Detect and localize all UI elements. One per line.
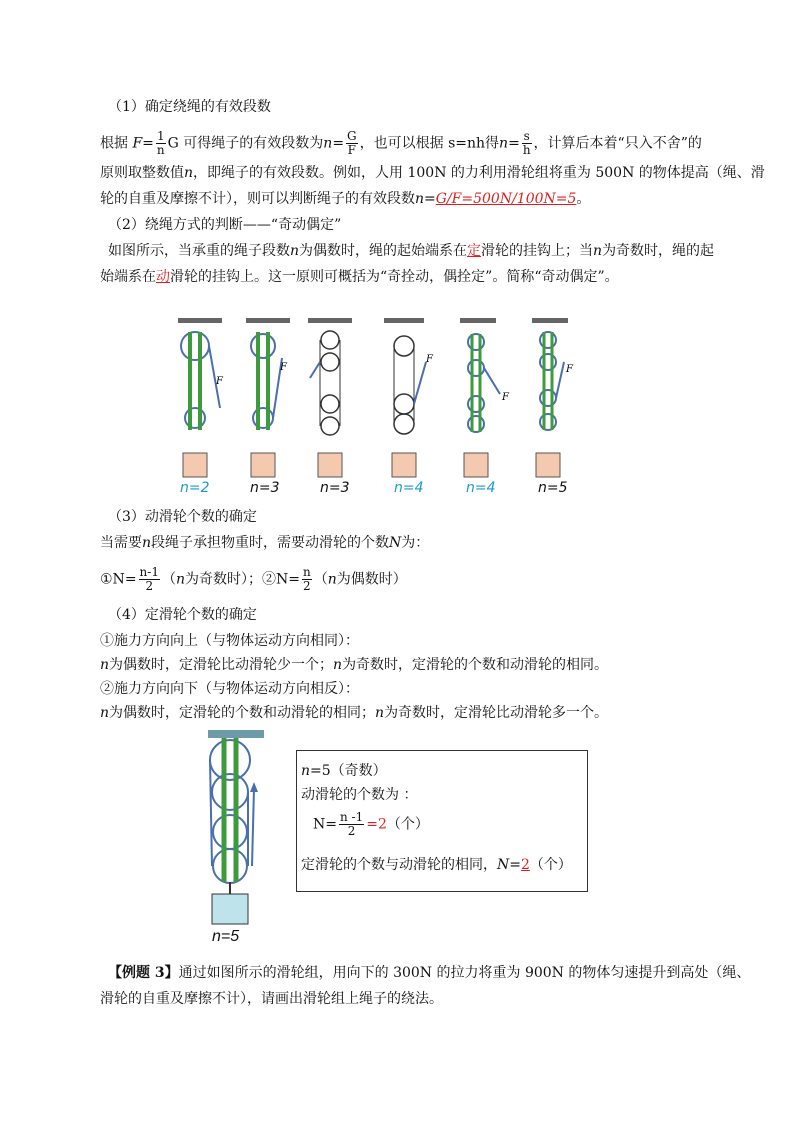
pulley-diagram-4 xyxy=(384,318,434,477)
text: 定滑轮的个数与动滑轮的相同， xyxy=(301,857,497,873)
section3-heading: （3）动滑轮个数的确定 xyxy=(108,509,257,525)
text: 为奇数时，定滑轮比动滑轮多一个。 xyxy=(384,705,609,721)
pulley-diagram-6 xyxy=(532,318,574,477)
text: n xyxy=(333,657,343,673)
text: n xyxy=(415,191,425,207)
pulley-labels xyxy=(170,480,610,500)
text: n xyxy=(100,705,110,721)
text: 轮的自重及摩擦不计），则可以判断绳子的有效段数 xyxy=(100,191,415,207)
text: ，即绳子的有效段数。例如，人用 100N 的力利用滑轮组将重为 500N 的物体提高（绳、滑 xyxy=(193,165,765,181)
text: 滑轮的挂钩上。这一原则可概括为“奇拴动，偶拴定”。简称“奇动偶定”。 xyxy=(170,269,619,285)
example3-line1 xyxy=(108,962,751,984)
text: ①N xyxy=(100,571,125,588)
text: 段绳子承担物重时，需要动滑轮的个数 xyxy=(151,535,390,551)
section1-heading: （1）确定绕绳的有效段数 xyxy=(108,99,271,115)
text: n xyxy=(375,705,385,721)
frac-num: G xyxy=(347,129,357,143)
frac-num: n xyxy=(302,565,311,579)
text: = xyxy=(332,135,345,152)
answer-red: 2 xyxy=(520,857,530,873)
force-label: F xyxy=(566,364,573,375)
text: 为奇数时）； xyxy=(185,571,262,588)
text: （ xyxy=(161,571,176,588)
explanation-box xyxy=(296,750,588,892)
text: N xyxy=(313,816,326,833)
box-line2: 动滑轮的个数为 ： xyxy=(301,787,418,803)
pulley-figure-row xyxy=(170,318,610,498)
section1-para-line2 xyxy=(100,162,765,184)
label-n5: n=4 xyxy=(466,480,496,496)
pulley-diagram-large xyxy=(200,730,290,950)
text: G xyxy=(167,135,179,152)
text: n xyxy=(323,135,333,152)
pulley-diagram-5 xyxy=(460,318,510,477)
text: 为偶数时，定滑轮比动滑轮少一个； xyxy=(109,657,334,673)
text: ，也可以根据 s=nh得 xyxy=(359,135,500,152)
pulley-diagram-2 xyxy=(246,318,290,477)
figure2-label: n=5 xyxy=(212,928,240,945)
keyword-red: 定 xyxy=(467,243,482,259)
label-n3: n=3 xyxy=(320,480,350,496)
text: F xyxy=(132,135,143,152)
section1-para-line3 xyxy=(100,188,740,210)
text: 通过如图所示的滑轮组，用向下的 300N 的拉力将重为 900N 的物体匀速提升到高处（绳、 xyxy=(178,965,751,981)
section1-para-line1 xyxy=(100,130,740,157)
label-n6: n=5 xyxy=(538,480,568,496)
text: n xyxy=(100,657,110,673)
text: n xyxy=(499,135,509,152)
frac-num: n -1 xyxy=(339,810,364,824)
fraction xyxy=(302,566,312,593)
section2-heading: （2）绕绳方式的判断——“奇动偶定” xyxy=(108,217,342,233)
text: n xyxy=(327,571,337,588)
section4-line4 xyxy=(100,702,740,724)
text: （ xyxy=(313,571,328,588)
text: 为偶数时） xyxy=(336,571,407,588)
label-n4: n=4 xyxy=(394,480,424,496)
text: = xyxy=(124,571,137,588)
text: n xyxy=(142,535,152,551)
box-line1 xyxy=(301,761,387,781)
frac-den: n xyxy=(156,143,165,157)
fraction xyxy=(156,130,166,157)
text: ②N xyxy=(262,571,289,588)
text: = xyxy=(325,816,337,833)
frac-den: F xyxy=(347,143,356,157)
text: （个） xyxy=(529,857,572,873)
section4-line2 xyxy=(100,654,740,676)
text: n xyxy=(301,763,311,779)
text: = xyxy=(508,135,520,152)
force-label: F xyxy=(426,354,433,365)
text: 原则取整数值 xyxy=(100,165,184,181)
text: = xyxy=(288,571,300,588)
text: 当需要 xyxy=(100,535,142,551)
frac-den: 2 xyxy=(145,579,154,593)
text: 。 xyxy=(576,191,591,207)
example-tag: 【例题 3】 xyxy=(108,965,179,981)
text: 为偶数时，绳的起始端系在 xyxy=(299,243,468,259)
example3-line2: 滑轮的自重及摩擦不计），请画出滑轮组上绳子的绕法。 xyxy=(100,991,443,1007)
text: n xyxy=(184,165,194,181)
text: 始端系在 xyxy=(100,269,156,285)
frac-num: 1 xyxy=(156,129,165,143)
text: ，计算后本着“只入不舍”的 xyxy=(533,135,702,152)
text: n xyxy=(290,243,300,259)
text: 为： xyxy=(401,535,430,551)
label-n1: n=2 xyxy=(180,480,210,496)
text: N xyxy=(497,857,510,873)
force-label: F xyxy=(280,362,287,373)
keyword-red: 动 xyxy=(156,269,170,285)
box-formula xyxy=(313,811,429,838)
text: N xyxy=(389,535,402,551)
text: 如图所示，当承重的绳子段数 xyxy=(108,243,290,259)
text: n xyxy=(593,243,603,259)
text: =5（奇数） xyxy=(310,763,387,779)
frac-num: n-1 xyxy=(139,565,159,579)
section2-para-line1 xyxy=(108,240,748,262)
text: 根据 xyxy=(100,135,133,152)
text: = xyxy=(509,857,521,873)
frac-den: h xyxy=(522,143,531,157)
text: （个） xyxy=(386,816,429,833)
fraction xyxy=(339,811,364,838)
force-label: F xyxy=(502,392,509,403)
text: 可得绳子的有效段数为 xyxy=(178,135,324,152)
frac-num: s xyxy=(523,129,530,143)
answer-red: =2 xyxy=(366,816,387,833)
force-label: F xyxy=(216,376,223,387)
section3-para xyxy=(100,532,740,554)
text: n xyxy=(175,571,185,588)
frac-den: 2 xyxy=(347,824,356,838)
pulley-diagram-1 xyxy=(178,318,224,477)
fraction xyxy=(139,566,160,593)
frac-den: 2 xyxy=(303,579,311,593)
section4-line1: ①施力方向向上（与物体运动方向相同）： xyxy=(100,633,359,649)
fraction xyxy=(346,130,358,157)
fraction xyxy=(522,130,532,157)
text: 为偶数时，定滑轮的个数和动滑轮的相同； xyxy=(109,705,376,721)
text: = xyxy=(142,135,154,152)
answer-red: G/F=500N/100N=5 xyxy=(435,191,577,207)
box-line4 xyxy=(301,855,572,875)
text: 为奇数时，定滑轮的个数和动滑轮的相同。 xyxy=(342,657,609,673)
text: 为奇数时，绳的起 xyxy=(602,243,715,259)
text: 滑轮的挂钩上；当 xyxy=(481,243,594,259)
section2-para-line2 xyxy=(100,266,740,288)
text: = xyxy=(424,191,436,207)
label-n2: n=3 xyxy=(250,480,280,496)
section4-line3: ②施力方向向下（与物体运动方向相反）： xyxy=(100,681,359,697)
section4-heading: （4）定滑轮个数的确定 xyxy=(108,607,257,623)
pulley-diagram-3 xyxy=(308,318,352,477)
section3-formulas xyxy=(100,566,740,593)
